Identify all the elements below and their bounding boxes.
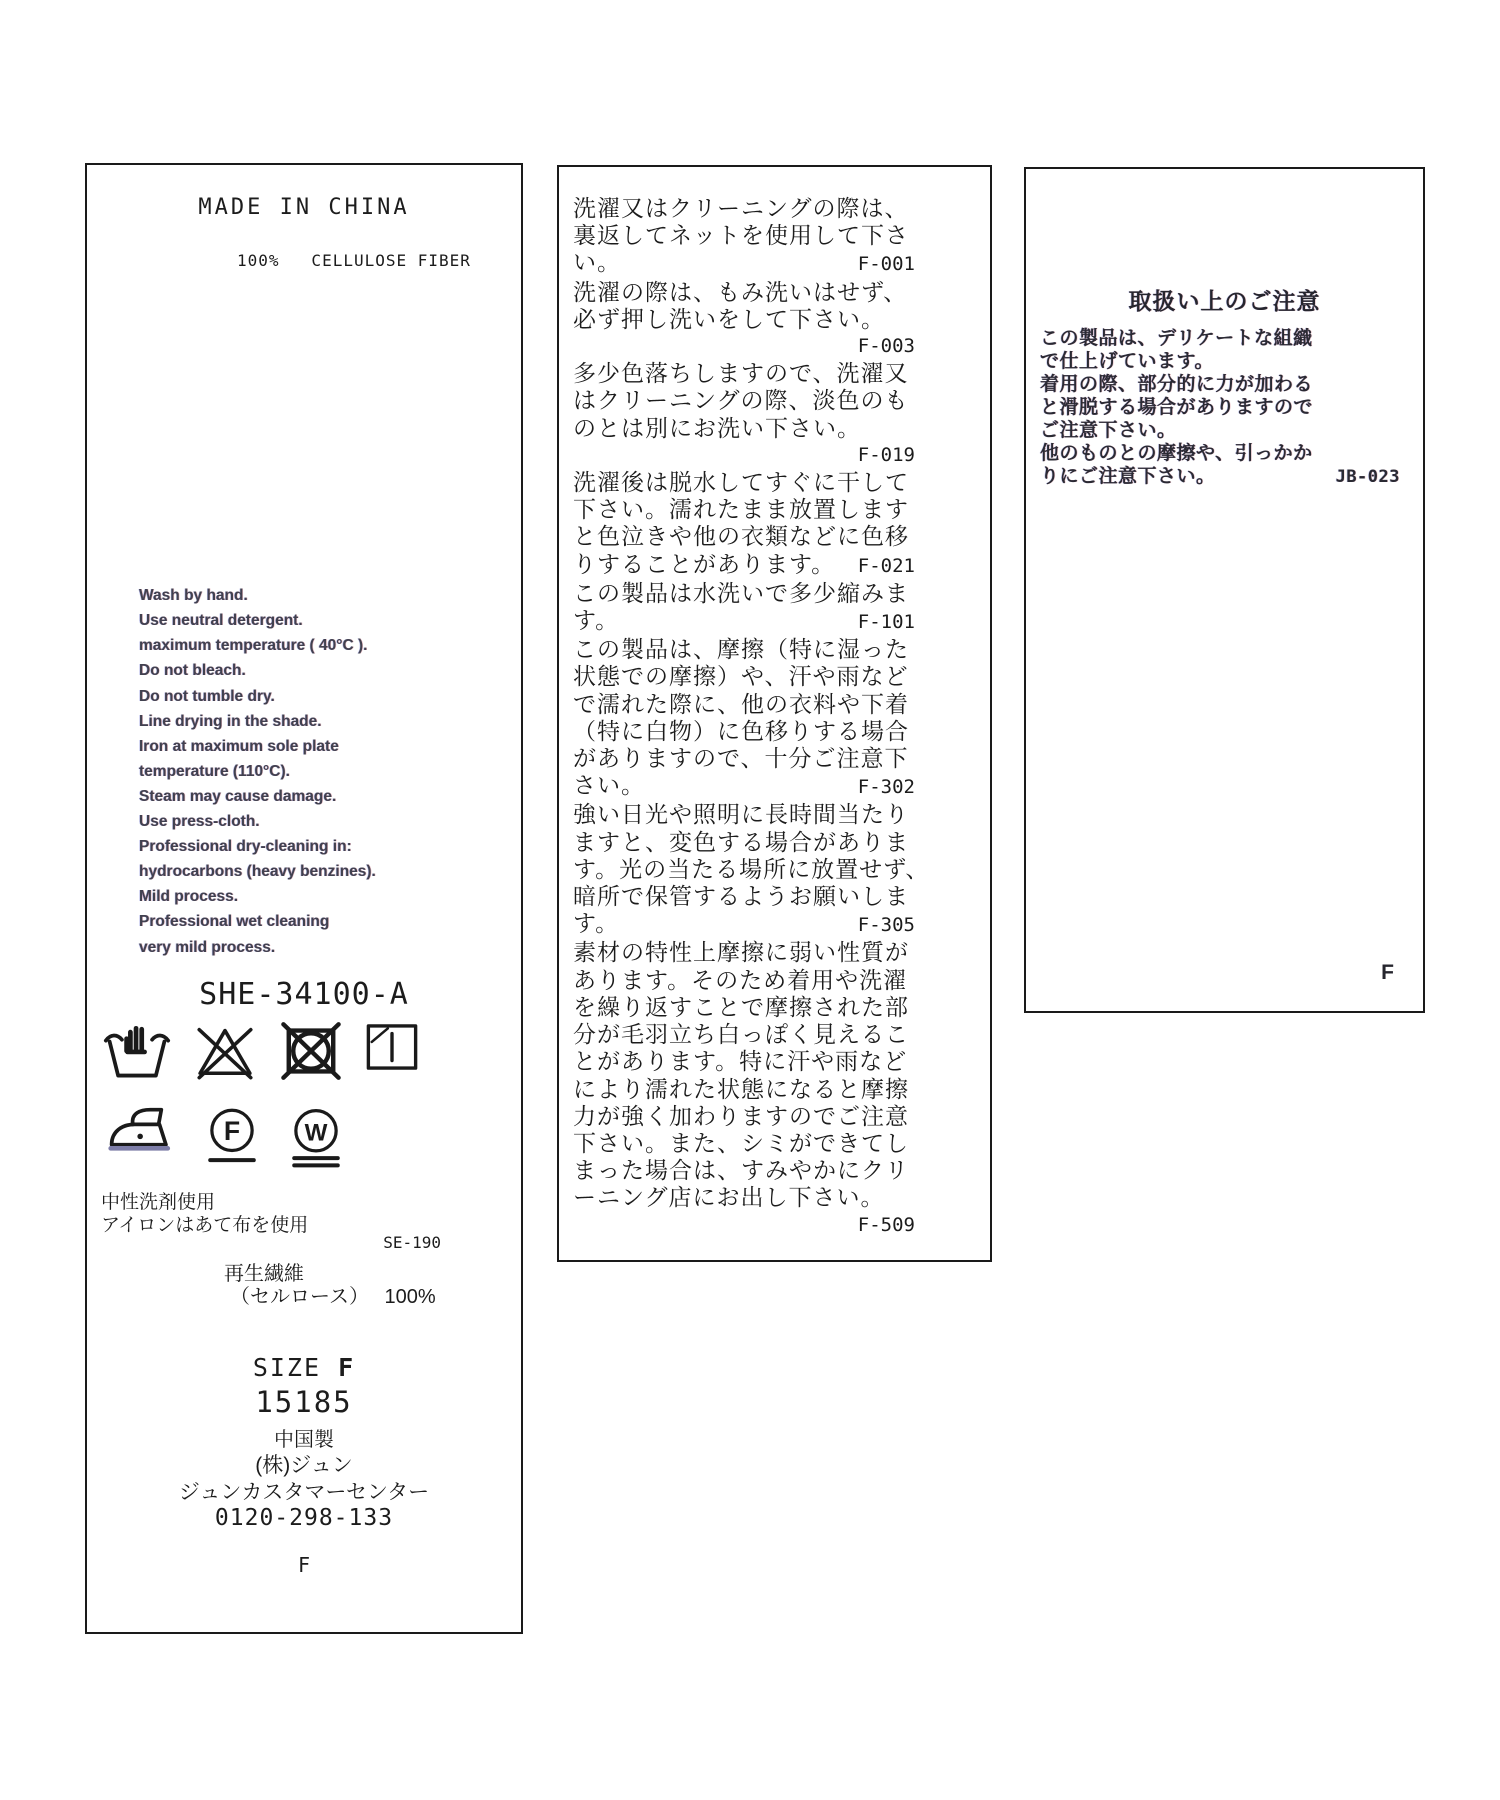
care-note-line bbox=[573, 636, 915, 663]
care-instruction-en-line: Do not tumble dry. bbox=[139, 687, 275, 705]
care-note-line bbox=[573, 994, 915, 1021]
care-instruction-en-line: Do not bleach. bbox=[139, 662, 246, 680]
care-note-line bbox=[573, 523, 915, 550]
care-note-code: F-021 bbox=[857, 554, 915, 577]
care-note-code: F-305 bbox=[857, 914, 915, 937]
handling-notice-heading: 取扱い上のご注意 bbox=[1128, 288, 1321, 314]
se-code: SE-190 bbox=[383, 1233, 441, 1252]
care-note-text: 暗所で保管するようお願いしま bbox=[573, 883, 909, 910]
care-note-line bbox=[573, 718, 915, 745]
company-name: (株)ジュン bbox=[255, 1454, 353, 1477]
care-note-line bbox=[573, 910, 915, 939]
size-line bbox=[87, 1353, 521, 1382]
wet-clean-W-very-mild-icon bbox=[287, 1101, 345, 1175]
care-note-text: す。 bbox=[573, 910, 620, 937]
care-note-line bbox=[573, 580, 915, 607]
care-note-line bbox=[573, 1212, 915, 1239]
care-note-line bbox=[573, 1157, 915, 1184]
care-note-line bbox=[573, 855, 930, 883]
care-note-line bbox=[573, 469, 915, 496]
care-instruction-en-line: Professional wet cleaning bbox=[139, 913, 330, 931]
care-note-text: 下さい。濡れたまま放置します bbox=[573, 496, 909, 523]
care-note-text: この製品は水洗いで多少縮みま bbox=[573, 579, 909, 606]
svg-text:F: F bbox=[223, 1116, 241, 1147]
svg-text:W: W bbox=[304, 1119, 328, 1147]
care-note-line bbox=[573, 195, 915, 222]
care-note-line bbox=[573, 801, 915, 828]
care-instruction-label-jp bbox=[557, 165, 992, 1262]
do-not-tumble-dry-icon bbox=[279, 1020, 343, 1082]
care-note-code: F-019 bbox=[857, 443, 915, 466]
care-note-text: （特に白物）に色移りする場合 bbox=[573, 717, 909, 744]
care-note-line bbox=[573, 496, 915, 523]
care-note-line bbox=[573, 442, 915, 469]
care-note-line bbox=[573, 691, 915, 718]
note-jp-iron-cloth: アイロンはあて布を使用 bbox=[101, 1215, 309, 1236]
care-note-line bbox=[573, 1184, 915, 1211]
care-instruction-en-line: temperature (110°C). bbox=[139, 762, 290, 780]
care-note-line bbox=[573, 883, 915, 910]
care-instruction-en-line: Use press-cloth. bbox=[139, 813, 260, 831]
care-note-line bbox=[573, 1103, 915, 1130]
fabric-origin-label bbox=[85, 163, 523, 1634]
care-note-line bbox=[573, 551, 915, 580]
handling-notice-line: 着用の際、部分的に力が加わる bbox=[1040, 374, 1314, 395]
care-note-text: 洗濯後は脱水してすぐに干して bbox=[573, 469, 909, 496]
care-note-line bbox=[573, 387, 915, 414]
handling-notice-line: ご注意下さい。 bbox=[1040, 420, 1177, 441]
care-note-text: のとは別にお洗い下さい。 bbox=[573, 414, 861, 441]
care-instruction-en-line: very mild process. bbox=[139, 938, 276, 956]
care-instruction-en-line: Mild process. bbox=[139, 888, 239, 906]
care-note-text: 分が毛羽立ち白っぽく見えるこ bbox=[573, 1021, 909, 1048]
care-symbols-row-1 bbox=[103, 1020, 419, 1082]
handling-notice-label bbox=[1024, 167, 1425, 1013]
care-note-line bbox=[573, 967, 915, 994]
care-note-text: す。光の当たる場所に放置せず、 bbox=[573, 855, 930, 882]
care-note-text: ますと、変色する場合がありま bbox=[573, 828, 909, 855]
care-note-code: F-509 bbox=[857, 1213, 915, 1236]
care-note-code: F-001 bbox=[857, 253, 915, 276]
care-note-text: 洗濯又はクリーニングの際は、 bbox=[573, 195, 909, 221]
care-note-text: 裏返してネットを使用して下さ bbox=[573, 222, 909, 249]
care-note-text: 状態での摩擦）や、汗や雨など bbox=[573, 663, 909, 690]
care-note-text: と色泣きや他の衣類などに色移 bbox=[573, 523, 909, 550]
care-note-line bbox=[573, 829, 915, 856]
care-note-text: がありますので、十分ご注意下 bbox=[573, 745, 909, 772]
care-note-line bbox=[573, 333, 915, 360]
care-note-text: まった場合は、すみやかにクリ bbox=[573, 1157, 909, 1184]
care-note-line bbox=[573, 415, 915, 442]
fiber-jp-name: 再生繊維 bbox=[224, 1263, 304, 1285]
care-instruction-en-line: Iron at maximum sole plate bbox=[139, 737, 339, 755]
care-instruction-en-line: Line drying in the shade. bbox=[139, 712, 322, 730]
care-note-line bbox=[573, 306, 915, 333]
fiber-jp-detail: （セルロース） 100% bbox=[230, 1286, 436, 1308]
do-not-bleach-icon bbox=[193, 1020, 257, 1082]
care-note-text: す。 bbox=[573, 607, 620, 634]
care-note-text: 多少色落ちしますので、洗濯又 bbox=[573, 360, 909, 387]
care-instruction-en-line: maximum temperature ( 40°C ). bbox=[139, 637, 368, 655]
item-number: 15185 bbox=[255, 1385, 353, 1419]
care-note-line bbox=[573, 249, 915, 278]
care-note-text: ーニング店にお出し下さい。 bbox=[573, 1184, 885, 1211]
care-instruction-en-line: Steam may cause damage. bbox=[139, 787, 337, 805]
care-note-code: F-003 bbox=[857, 335, 915, 358]
care-note-line bbox=[573, 939, 915, 966]
care-note-text: 下さい。また、シミができてし bbox=[573, 1129, 909, 1156]
composition-en: 100% CELLULOSE FIBER bbox=[237, 251, 471, 270]
care-note-line bbox=[573, 607, 915, 636]
handling-notice-last-line bbox=[1040, 465, 1400, 489]
care-instruction-en-line: Professional dry-cleaning in: bbox=[139, 838, 352, 856]
care-note-line bbox=[573, 279, 915, 306]
hand-wash-icon bbox=[103, 1020, 171, 1082]
care-note-line bbox=[573, 1076, 915, 1103]
handling-notice-line: この製品は、デリケートな組織 bbox=[1040, 328, 1313, 349]
care-instruction-en-line: Use neutral detergent. bbox=[139, 612, 303, 630]
care-note-text: 素材の特性上摩擦に弱い性質が bbox=[573, 939, 909, 966]
size-label: SIZE bbox=[252, 1353, 339, 1382]
care-note-text: さい。 bbox=[573, 772, 645, 799]
care-note-line bbox=[573, 1048, 915, 1075]
country-jp: 中国製 bbox=[274, 1429, 334, 1451]
care-instructions-en bbox=[139, 533, 479, 1010]
note-jp-detergent: 中性洗剤使用 bbox=[101, 1192, 216, 1213]
product-code: SHE-34100-A bbox=[199, 977, 409, 1012]
handling-notice-line: と滑脱する場合がありますので bbox=[1040, 397, 1314, 418]
origin-text: MADE IN CHINA bbox=[198, 195, 410, 220]
handling-notice-last-text: りにご注意下さい。 bbox=[1040, 466, 1216, 487]
right-label-footer-f: F bbox=[1381, 961, 1394, 984]
line-dry-in-shade-icon bbox=[365, 1020, 419, 1074]
care-note-text: とがあります。特に汗や雨など bbox=[573, 1048, 908, 1075]
care-note-line bbox=[573, 1021, 915, 1048]
care-note-text: りすることがあります。 bbox=[573, 550, 836, 577]
care-note-text: この製品は、摩擦（特に湿った bbox=[573, 636, 909, 663]
care-note-line bbox=[573, 360, 915, 387]
care-note-text: で濡れた際に、他の衣料や下着 bbox=[573, 690, 909, 717]
size-value: F bbox=[338, 1353, 356, 1382]
care-note-text: あります。そのため着用や洗濯 bbox=[573, 966, 908, 993]
care-note-line bbox=[573, 222, 915, 249]
handling-notice-line: 他のものとの摩擦や、引っかか bbox=[1040, 443, 1313, 464]
care-instruction-en-line: hydrocarbons (heavy benzines). bbox=[139, 863, 376, 881]
care-note-line bbox=[573, 745, 915, 772]
care-note-text: 必ず押し洗いをして下さい。 bbox=[573, 305, 885, 332]
phone-number: 0120-298-133 bbox=[214, 1505, 394, 1531]
care-note-code: F-101 bbox=[857, 611, 915, 634]
care-note-line bbox=[573, 1130, 915, 1157]
care-instruction-en-line: Wash by hand. bbox=[139, 587, 248, 605]
care-note-line bbox=[573, 663, 915, 690]
handling-notice-body bbox=[1040, 327, 1400, 489]
care-note-text: い。 bbox=[573, 249, 621, 276]
care-note-text: 力が強く加わりますのでご注意 bbox=[573, 1102, 909, 1129]
care-note-text: を繰り返すことで摩擦された部 bbox=[573, 993, 909, 1020]
left-label-footer-f: F bbox=[297, 1553, 311, 1577]
care-note-text: により濡れた状態になると摩擦 bbox=[573, 1075, 909, 1102]
customer-center: ジュンカスタマーセンター bbox=[178, 1481, 430, 1504]
care-note-text: 洗濯の際は、もみ洗いはせず、 bbox=[573, 278, 908, 305]
dry-clean-F-mild-icon bbox=[203, 1101, 261, 1171]
care-note-code: F-302 bbox=[857, 776, 915, 799]
care-symbols-row-2 bbox=[107, 1101, 345, 1175]
care-note-text: 強い日光や照明に長時間当たり bbox=[573, 801, 909, 828]
care-note-line bbox=[573, 772, 915, 801]
care-note-text: はクリーニングの際、淡色のも bbox=[573, 387, 909, 414]
handling-notice-line: で仕上げています。 bbox=[1040, 351, 1214, 372]
handling-notice-code: JB-023 bbox=[1335, 467, 1400, 487]
iron-low-heat-icon bbox=[107, 1101, 177, 1157]
